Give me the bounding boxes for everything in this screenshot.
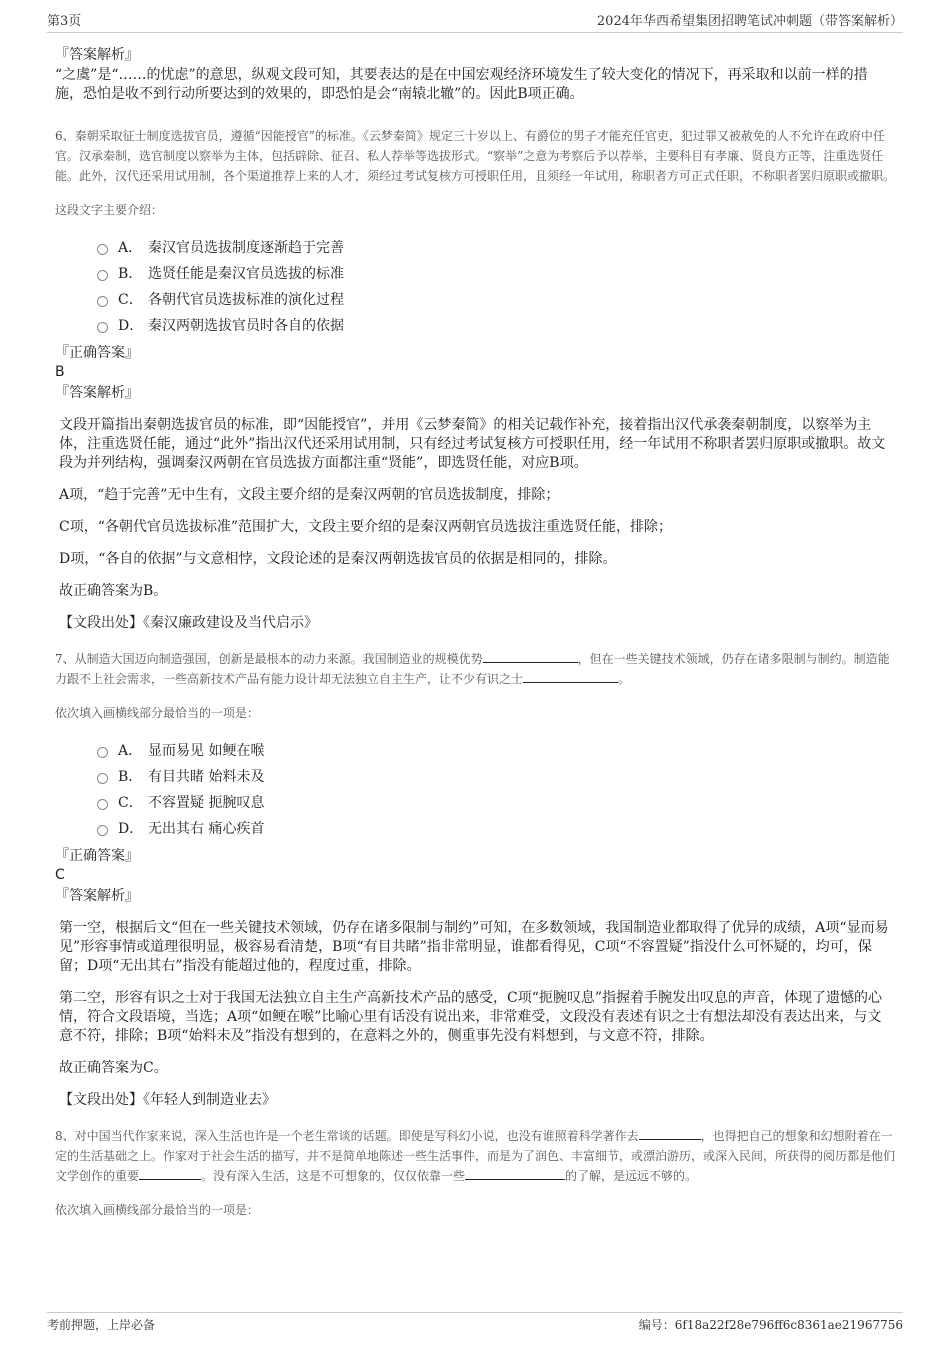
fill-blank (483, 650, 578, 663)
radio-icon[interactable] (97, 296, 108, 307)
option-b[interactable]: B． 选贤任能是秦汉官员选拔的标准 (97, 260, 895, 286)
document-id: 编号：6f18a22f28e796ff6c8361ae21967756 (638, 1318, 903, 1332)
footer-slogan: 考前押题，上岸必备 (47, 1318, 156, 1332)
fill-blank (465, 1167, 565, 1180)
option-d[interactable]: D． 无出其右 痛心疾首 (97, 815, 895, 841)
fill-blank (523, 670, 618, 683)
question-8-prompt: 依次填入画横线部分最恰当的一项是： (55, 1203, 260, 1217)
page-content (55, 46, 895, 1220)
radio-icon[interactable] (97, 799, 108, 810)
analysis-paragraph: 文段开篇指出秦朝选拔官员的标准，即“因能授官”，并用《云梦秦简》的相关记载作补充，接着指出汉代承袭秦朝制度，以察举为主体，注重选贤任能，通过“此外”指出汉代还采用试用制，只有经过考试复核方可授职任用，经一年试用不称职者罢归原职或撤职。故文段为并列结构，强调秦汉两朝在官员选拔方面都注重“贤能”，即选贤任能，对应B项。 (59, 417, 886, 471)
answer-analysis-text: “之虞”是“……的忧虑”的意思，纵观文段可知，其要表达的是在中国宏观经济环境发生了较大变化的情况下，再采取和以前一样的措施，恐怕是收不到行动所要达到的效果的，即恐怕是会“南辕北辙”的。因此B项正确。 (55, 67, 868, 102)
analysis-conclusion: 故正确答案为B。 (59, 583, 168, 599)
radio-icon[interactable] (97, 747, 108, 758)
question-8-stem: 8、对中国当代作家来说，深入生活也许是一个老生常谈的话题。即使是写科幻小说，也没有谁照着科学著作去 ，也得把自己的想象和幻想附着在一定的生活基础之上。作家对于社会生活的描写，并不是简单地陈述一些生活事件，而是为了润色、丰富细节，或漂泊游历，或深入民间，所获得的阅历都是他们文学创作的重要 。没有深入生活，这是不可想象的，仅仅依靠一些 的了解，是远远不够的。 (55, 1129, 896, 1183)
page-header (47, 10, 903, 33)
correct-answer: C (55, 867, 65, 883)
question-7-prompt: 依次填入画横线部分最恰当的一项是： (55, 706, 260, 720)
fill-blank (639, 1127, 701, 1140)
option-c[interactable]: C． 不容置疑 扼腕叹息 (97, 789, 895, 815)
analysis-paragraph: A项，“趋于完善”无中生有，文段主要介绍的是秦汉两朝的官员选拔制度，排除； (59, 487, 560, 503)
page-footer (47, 1312, 903, 1333)
analysis-paragraph: 第一空，根据后文“但在一些关键技术领域，仍存在诸多限制与制约”可知，在多数领域，我国制造业都取得了优异的成绩，A项“显而易见”形容事情或道理很明显，极容易看清楚，B项“有目共睹”指非常明显，谁都看得见，C项“不容置疑”指没什么可怀疑的，均可，保留；D项“无出其右”指没有能超过他的，程度过重，排除。 (59, 920, 889, 974)
correct-answer: B (55, 364, 65, 380)
answer-analysis-label: 『答案解析』 (55, 47, 139, 63)
answer-analysis-label: 『答案解析』 (55, 888, 139, 904)
option-a[interactable]: A． 秦汉官员选拔制度逐渐趋于完善 (97, 234, 895, 260)
radio-icon[interactable] (97, 825, 108, 836)
option-d[interactable]: D． 秦汉两朝选拔官员时各自的依据 (97, 312, 895, 338)
analysis-paragraph: D项，“各自的依据”与文意相悖，文段论述的是秦汉两朝选拔官员的依据是相同的，排除。 (59, 551, 617, 567)
correct-answer-label: 『正确答案』 (55, 345, 139, 361)
analysis-conclusion: 故正确答案为C。 (59, 1060, 168, 1076)
answer-analysis-label: 『答案解析』 (55, 385, 139, 401)
option-a[interactable]: A． 显而易见 如鲠在喉 (97, 737, 895, 763)
text-source: 【文段出处】《年轻人到制造业去》 (59, 1092, 276, 1108)
correct-answer-label: 『正确答案』 (55, 848, 139, 864)
question-7-options (55, 737, 895, 841)
document-title: 2024年华西希望集团招聘笔试冲刺题（带答案解析） (596, 14, 903, 29)
question-7-stem: 7、从制造大国迈向制造强国，创新是最根本的动力来源。我国制造业的规模优势 ，但在一些关键技术领域，仍存在诸多限制与制约。制造能力跟不上社会需求，一些高新技术产品有能力设计却无法独立自主生产，让不少有识之士 。 (55, 652, 890, 686)
radio-icon[interactable] (97, 773, 108, 784)
radio-icon[interactable] (97, 270, 108, 281)
question-6-prompt: 这段文字主要介绍： (55, 203, 164, 217)
question-6-stem: 6、秦朝采取征士制度选拔官员，遵循“因能授官”的标准。《云梦秦简》规定三十岁以上、有爵位的男子才能充任官吏，犯过罪又被赦免的人不允许在政府中任官。汉承秦制，选官制度以察举为主体，包括辟除、征召、私人荐举等选拔形式。“察举”之意为考察后予以荐举，主要科目有孝廉、贤良方正等，注重选贤任能。此外，汉代还采用试用制，各个渠道推荐上来的人才，须经过考试复核方可授职任用，且须经一年试用，称职者方可正式任职，不称职者罢归原职或撤职。 (55, 129, 896, 183)
page-number: 第3页 (47, 14, 82, 29)
analysis-paragraph: 第二空，形容有识之士对于我国无法独立自主生产高新技术产品的感受，C项“扼腕叹息”指握着手腕发出叹息的声音，体现了遗憾的心情，符合文段语境，当选；A项“如鲠在喉”比喻心里有话没有说出来，非常难受，文段没有表述有识之士有想法却没有表达出来，与文意不符，排除；B项“始料未及”指没有想到的，在意料之外的，侧重事先没有料想到，与文意不符，排除。 (59, 990, 883, 1044)
fill-blank (139, 1167, 201, 1180)
radio-icon[interactable] (97, 244, 108, 255)
option-c[interactable]: C． 各朝代官员选拔标准的演化过程 (97, 286, 895, 312)
question-6-options (55, 234, 895, 338)
option-b[interactable]: B． 有目共睹 始料未及 (97, 763, 895, 789)
analysis-paragraph: C项，“各朝代官员选拔标准”范围扩大，文段主要介绍的是秦汉两朝官员选拔注重选贤任能，排除； (59, 519, 673, 535)
radio-icon[interactable] (97, 322, 108, 333)
text-source: 【文段出处】《秦汉廉政建设及当代启示》 (59, 615, 318, 631)
